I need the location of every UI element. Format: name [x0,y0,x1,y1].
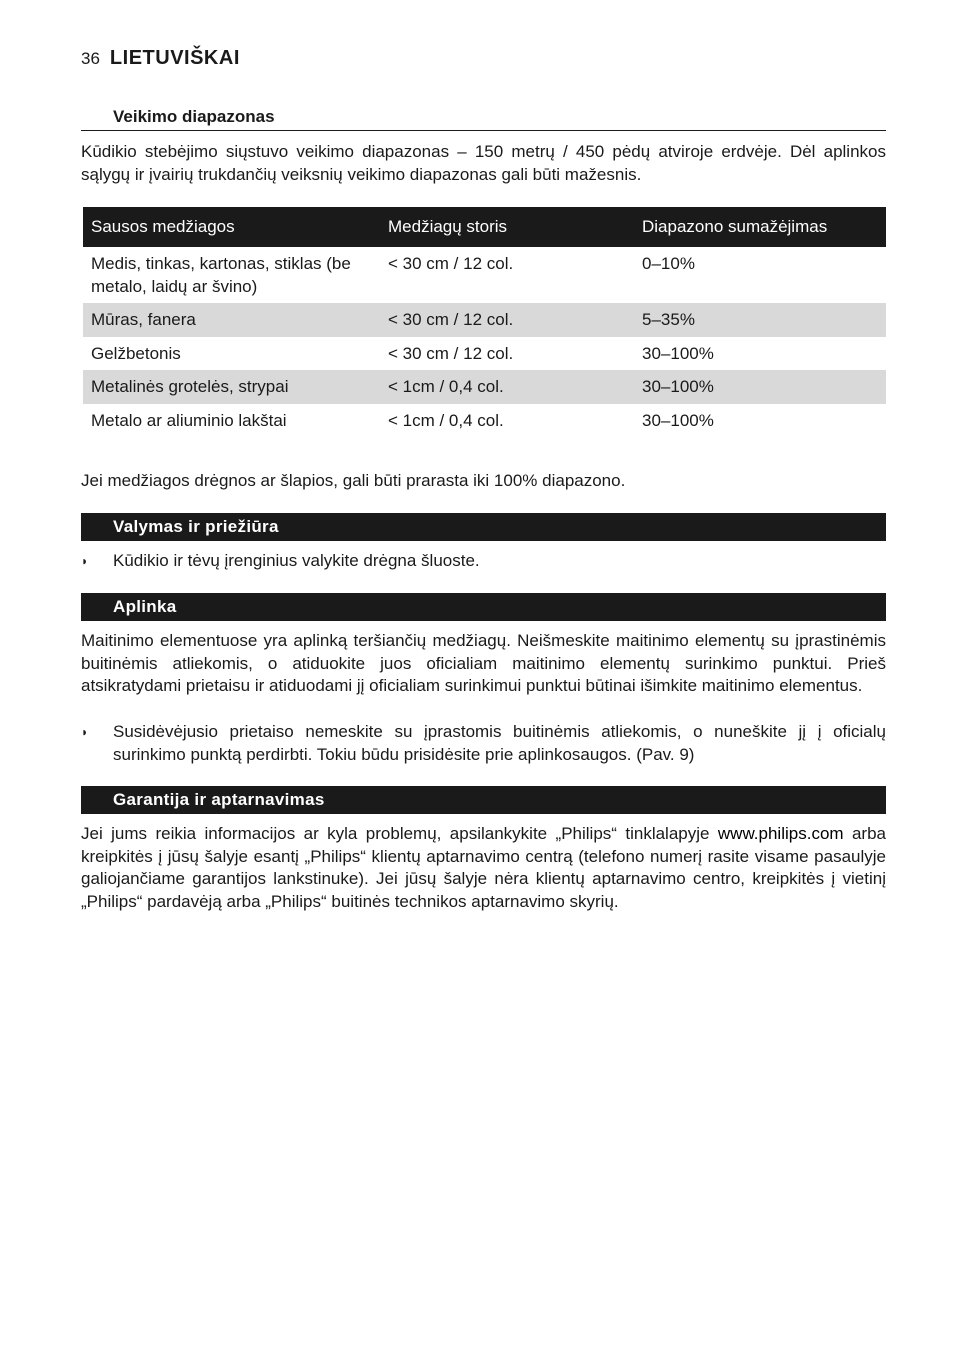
column-header: Medžiagų storis [380,207,634,247]
table-cell: 30–100% [634,370,886,404]
range-heading [81,107,886,131]
table-cell: Gelžbetonis [91,343,181,363]
table-cell: 30–100% [642,410,714,430]
environment-paragraph: Maitinimo elementuose yra aplinką teršiančių medžiagų. Neišmeskite maitinimo elementų su įprastinėmis buitinėmis atliekomis, o atiduokite juos oficialiam maitinimo elementų surinkimo punktui. Prieš atsikratydami prietaisu ir atiduodami jį oficialiam surinkimui punktui būtinai išimkite maitinimo elementus. [81,631,886,696]
environment-heading [81,593,886,621]
warranty-heading-label: Garantija ir aptarnavimas [113,790,325,809]
range-intro: Kūdikio stebėjimo siųstuvo veikimo diapazonas – 150 metrų / 450 pėdų atviroje erdvėje. Dėl aplinkos sąlygų ir įvairių trukdančių veiksnių veikimo diapazonas gali būti mažesnis. [81,142,886,184]
warranty-heading [81,786,886,814]
language-title: LIETUVIŠKAI [109,47,240,69]
range-note: Jei medžiagos drėgnos ar šlapios, gali būti prarasta iki 100% diapazono. [81,471,626,490]
range-table [83,207,886,438]
bullet-marker-icon: ◗ [81,554,89,568]
table-cell: < 1cm / 0,4 col. [380,370,634,404]
column-header: Diapazono sumažėjimas [634,207,886,247]
table-cell: 0–10% [642,254,695,273]
cleaning-bullet-text: Kūdikio ir tėvų įrenginius valykite drėgna šluoste. [113,551,480,570]
cleaning-bullet [81,550,886,573]
table-cell: < 30 cm / 12 col. [388,343,514,363]
environment-heading-label: Aplinka [113,597,177,616]
table-row [83,337,886,371]
philips-website-link[interactable]: www.philips.com [717,824,844,843]
environment-bullet-text: Susidėvėjusio prietaiso nemeskite su įprastomis buitinėmis atliekomis, o nuneškite jį į oficialų surinkimo punktą perdirbti. Tokiu būdu prisidėsite prie aplinkosaugos. (Pav. 9) [113,722,886,764]
table-row [83,303,886,337]
page-header [81,47,240,75]
table-cell: < 1cm / 0,4 col. [388,410,504,430]
table-cell: Metalinės grotelės, strypai [83,370,380,404]
warranty-text-start: Jei jums reikia informacijos ar kyla problemų, apsilankykite „Philips“ tinklalapyje [81,824,718,843]
table-row [83,404,886,438]
warranty-text-end: arba kreipkitės į jūsų šalyje esantį „Philips“ klientų aptarnavimo centrą (telefono numerį rasite visame pasaulyje galiojančiame garantijos lankstinuke). Jei jūsų šalyje nėra klientų aptarnavimo centro, kreipkitės į vietinį „Philips“ pardavėją arba „Philips“ buitinės technikos aptarnavimo skyrių. [81,824,887,911]
environment-bullet [81,721,886,766]
bullet-marker-icon: ◗ [81,725,89,739]
table-cell: < 30 cm / 12 col. [380,303,634,337]
column-header: Sausos medžiagos [83,207,380,247]
page-number: 36 [81,49,100,68]
warranty-paragraph [81,823,886,913]
table-cell: Medis, tinkas, kartonas, stiklas (be metalo, laidų ar švino) [91,254,351,296]
table-cell: Mūras, fanera [83,303,380,337]
table-cell: < 30 cm / 12 col. [388,254,514,273]
table-cell: Metalo ar aliuminio lakštai [91,410,287,430]
cleaning-heading [81,513,886,541]
table-row [83,370,886,404]
cleaning-heading-label: Valymas ir priežiūra [113,517,279,536]
table-row [83,247,886,303]
table-cell: 30–100% [642,343,714,363]
range-heading-label: Veikimo diapazonas [113,107,275,126]
table-header-row [83,207,886,247]
table-cell: 5–35% [634,303,886,337]
